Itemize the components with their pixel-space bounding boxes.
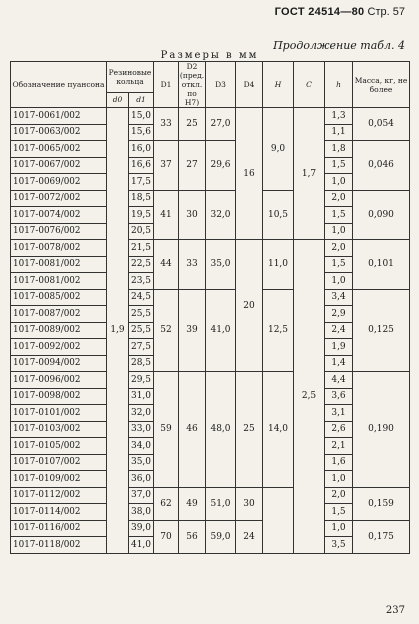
designation-cell: 1017-0061/002 xyxy=(11,108,107,125)
d1-cell: 17,5 xyxy=(129,174,154,191)
D3-cell: 59,0 xyxy=(206,520,236,553)
D3-cell: 32,0 xyxy=(206,190,236,240)
h-cell: 1,9 xyxy=(325,339,353,356)
d1-cell: 28,5 xyxy=(129,355,154,372)
designation-cell: 1017-0103/002 xyxy=(11,421,107,438)
d1-cell: 16,0 xyxy=(129,141,154,158)
h-cell: 1,5 xyxy=(325,207,353,224)
designation-cell: 1017-0085/002 xyxy=(11,289,107,306)
D4-cell: 20 xyxy=(236,240,263,372)
designation-cell: 1017-0114/002 xyxy=(11,504,107,521)
D1-cell: 33 xyxy=(154,108,179,141)
col-d1: d1 xyxy=(129,92,154,107)
h-cell: 2,1 xyxy=(325,438,353,455)
designation-cell: 1017-0105/002 xyxy=(11,438,107,455)
designation-cell: 1017-0076/002 xyxy=(11,223,107,240)
col-ring: Резиновые кольца xyxy=(107,62,154,93)
D1-cell: 62 xyxy=(154,487,179,520)
D1-cell: 44 xyxy=(154,240,179,290)
d1-cell: 16,6 xyxy=(129,157,154,174)
h-cell: 1,0 xyxy=(325,174,353,191)
d1-cell: 39,0 xyxy=(129,520,154,537)
D4-cell: 16 xyxy=(236,108,263,240)
designation-cell: 1017-0094/002 xyxy=(11,355,107,372)
mass-cell: 0,090 xyxy=(353,190,410,240)
D2-cell: 56 xyxy=(179,520,206,553)
H-cell: 14,0 xyxy=(263,372,294,488)
D2-cell: 25 xyxy=(179,108,206,141)
col-D3: D3 xyxy=(206,62,236,108)
h-cell: 1,5 xyxy=(325,504,353,521)
table-row xyxy=(11,289,410,306)
D1-cell: 52 xyxy=(154,289,179,372)
h-cell: 2,9 xyxy=(325,306,353,323)
col-D1: D1 xyxy=(154,62,179,108)
designation-cell: 1017-0107/002 xyxy=(11,454,107,471)
mass-cell: 0,046 xyxy=(353,141,410,191)
mass-cell: 0,175 xyxy=(353,520,410,553)
col-mass: Масса, кг, не более xyxy=(353,62,410,108)
designation-cell: 1017-0063/002 xyxy=(11,124,107,141)
C-cell: 2,5 xyxy=(294,240,325,554)
page-header xyxy=(275,6,405,18)
mass-cell: 0,159 xyxy=(353,487,410,520)
designation-cell: 1017-0101/002 xyxy=(11,405,107,422)
h-cell: 2,6 xyxy=(325,421,353,438)
designation-cell: 1017-0096/002 xyxy=(11,372,107,389)
h-cell: 1,1 xyxy=(325,124,353,141)
mass-cell: 0,190 xyxy=(353,372,410,488)
h-cell: 1,3 xyxy=(325,108,353,125)
h-cell: 2,0 xyxy=(325,487,353,504)
D1-cell: 59 xyxy=(154,372,179,488)
D3-cell: 27,0 xyxy=(206,108,236,141)
table-row xyxy=(11,240,410,257)
H-cell: 10,5 xyxy=(263,190,294,240)
D2-cell: 39 xyxy=(179,289,206,372)
col-C: C xyxy=(294,62,325,108)
designation-cell: 1017-0098/002 xyxy=(11,388,107,405)
d1-cell: 23,5 xyxy=(129,273,154,290)
d1-cell: 25,5 xyxy=(129,306,154,323)
D3-cell: 41,0 xyxy=(206,289,236,372)
h-cell: 1,0 xyxy=(325,471,353,488)
D4-cell: 30 xyxy=(236,487,263,520)
h-cell: 1,5 xyxy=(325,157,353,174)
col-H: H xyxy=(263,62,294,108)
h-cell: 1,8 xyxy=(325,141,353,158)
h-cell: 1,0 xyxy=(325,273,353,290)
d1-cell: 36,0 xyxy=(129,471,154,488)
designation-cell: 1017-0074/002 xyxy=(11,207,107,224)
designation-cell: 1017-0118/002 xyxy=(11,537,107,554)
h-cell: 3,1 xyxy=(325,405,353,422)
D2-cell: 49 xyxy=(179,487,206,520)
C-cell: 1,7 xyxy=(294,108,325,240)
mass-cell: 0,125 xyxy=(353,289,410,372)
d1-cell: 25,5 xyxy=(129,322,154,339)
d1-cell: 22,5 xyxy=(129,256,154,273)
designation-cell: 1017-0065/002 xyxy=(11,141,107,158)
H-cell: 11,0 xyxy=(263,240,294,290)
d0-cell: 1,9 xyxy=(107,108,129,554)
designation-cell: 1017-0067/002 xyxy=(11,157,107,174)
table-continuation-note: Продолжение табл. 4 xyxy=(273,39,405,52)
h-cell: 4,4 xyxy=(325,372,353,389)
D2-cell: 46 xyxy=(179,372,206,488)
d1-cell: 21,5 xyxy=(129,240,154,257)
col-d0: d0 xyxy=(107,92,129,107)
designation-cell: 1017-0072/002 xyxy=(11,190,107,207)
d1-cell: 34,0 xyxy=(129,438,154,455)
D3-cell: 29,6 xyxy=(206,141,236,191)
D4-cell: 24 xyxy=(236,520,263,553)
h-cell: 2,4 xyxy=(325,322,353,339)
H-cell: 9,0 xyxy=(263,108,294,191)
table-row xyxy=(11,141,410,158)
table-row xyxy=(11,520,410,537)
D3-cell: 48,0 xyxy=(206,372,236,488)
designation-cell: 1017-0089/002 xyxy=(11,322,107,339)
table-row xyxy=(11,372,410,389)
h-cell: 2,0 xyxy=(325,190,353,207)
table-row xyxy=(11,108,410,125)
table-body xyxy=(11,108,410,554)
col-h: h xyxy=(325,62,353,108)
designation-cell: 1017-0112/002 xyxy=(11,487,107,504)
designation-cell: 1017-0087/002 xyxy=(11,306,107,323)
d1-cell: 18,5 xyxy=(129,190,154,207)
D1-cell: 70 xyxy=(154,520,179,553)
d1-cell: 41,0 xyxy=(129,537,154,554)
h-cell: 1,0 xyxy=(325,223,353,240)
standard-code: ГОСТ 24514—80 xyxy=(274,6,365,18)
d1-cell: 32,0 xyxy=(129,405,154,422)
h-cell: 3,5 xyxy=(325,537,353,554)
D2-cell: 33 xyxy=(179,240,206,290)
D1-cell: 41 xyxy=(154,190,179,240)
mass-cell: 0,054 xyxy=(353,108,410,141)
dimension-table xyxy=(10,61,410,554)
d1-cell: 19,5 xyxy=(129,207,154,224)
mass-cell: 0,101 xyxy=(353,240,410,290)
H-cell: 12,5 xyxy=(263,289,294,372)
h-cell: 1,0 xyxy=(325,520,353,537)
designation-cell: 1017-0081/002 xyxy=(11,273,107,290)
designation-cell: 1017-0116/002 xyxy=(11,520,107,537)
table-row xyxy=(11,487,410,504)
D3-cell: 51,0 xyxy=(206,487,236,520)
D1-cell: 37 xyxy=(154,141,179,191)
d1-cell: 29,5 xyxy=(129,372,154,389)
d1-cell: 33,0 xyxy=(129,421,154,438)
h-cell: 2,0 xyxy=(325,240,353,257)
h-cell: 3,4 xyxy=(325,289,353,306)
d1-cell: 38,0 xyxy=(129,504,154,521)
h-cell: 1,6 xyxy=(325,454,353,471)
designation-cell: 1017-0109/002 xyxy=(11,471,107,488)
d1-cell: 15,0 xyxy=(129,108,154,125)
col-D2: D2 (пред. откл. по H7) xyxy=(179,62,205,107)
d1-cell: 15,6 xyxy=(129,124,154,141)
designation-cell: 1017-0069/002 xyxy=(11,174,107,191)
h-cell: 3,6 xyxy=(325,388,353,405)
D4-cell: 25 xyxy=(236,372,263,488)
designation-cell: 1017-0092/002 xyxy=(11,339,107,356)
page-number: 237 xyxy=(385,605,405,616)
size-units-title: Размеры в мм xyxy=(160,50,259,61)
D3-cell: 35,0 xyxy=(206,240,236,290)
h-cell: 1,5 xyxy=(325,256,353,273)
designation-cell: 1017-0081/002 xyxy=(11,256,107,273)
d1-cell: 20,5 xyxy=(129,223,154,240)
designation-cell: 1017-0078/002 xyxy=(11,240,107,257)
H-cell xyxy=(263,487,294,553)
d1-cell: 35,0 xyxy=(129,454,154,471)
D2-cell: 27 xyxy=(179,141,206,191)
d1-cell: 27,5 xyxy=(129,339,154,356)
page-label: Стр. 57 xyxy=(367,6,405,18)
D2-cell: 30 xyxy=(179,190,206,240)
d1-cell: 31,0 xyxy=(129,388,154,405)
table-row xyxy=(11,190,410,207)
col-designation: Обозначение пуансона xyxy=(11,62,107,108)
d1-cell: 37,0 xyxy=(129,487,154,504)
col-D4: D4 xyxy=(236,62,263,108)
d1-cell: 24,5 xyxy=(129,289,154,306)
h-cell: 1,4 xyxy=(325,355,353,372)
